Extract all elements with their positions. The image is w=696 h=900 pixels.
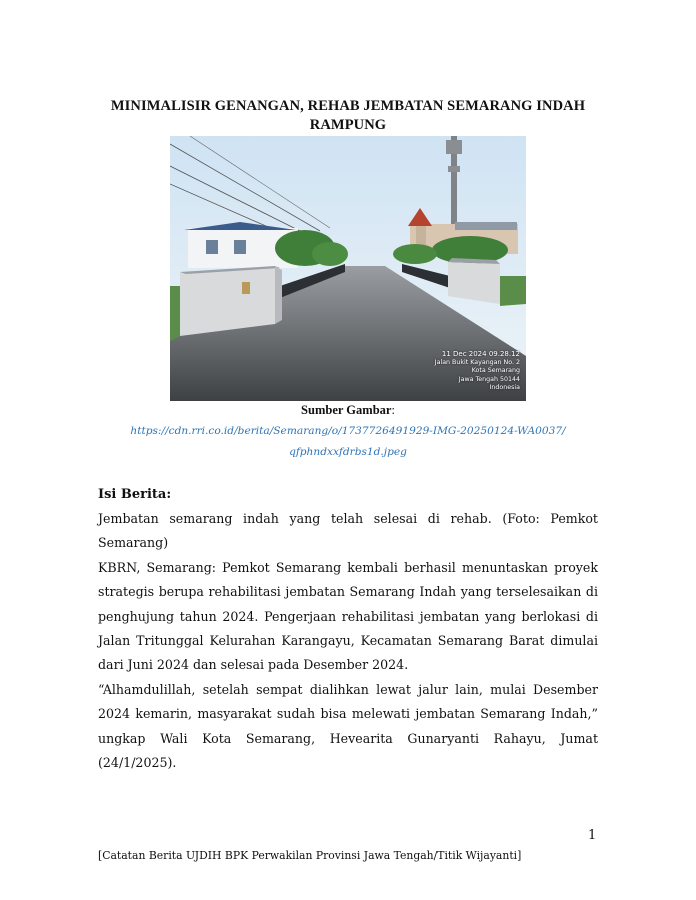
body-line: “Alhamdulillah, setelah sempat dialihkan lewat jalur lain, mulai Desember — [98, 681, 598, 697]
image-source-label: Sumber Gambar — [301, 403, 392, 417]
body-line: (24/1/2025). — [98, 754, 177, 770]
body-line: KBRN, Semarang: Pemkot Semarang kembali berhasil menuntaskan proyek — [98, 559, 598, 575]
source-link-line-2[interactable]: qfphndxxfdrbs1d.jpeg — [289, 446, 407, 458]
body-line: dari Juni 2024 dan selesai pada Desember 2024. — [98, 657, 409, 673]
page-footer: [Catatan Berita UJDIH BPK Perwakilan Provinsi Jawa Tengah/Titik Wijayanti] — [98, 849, 522, 862]
body-line: Jalan Tritunggal Kelurahan Karangayu, Kecamatan Semarang Barat dimulai — [98, 632, 598, 648]
photo-timestamp-overlay: 11 Dec 2024 09.28.12 Jalan Bukit Kayangan No. 2 Kota Semarang Jawa Tengah 50144 Indonesia — [434, 350, 520, 392]
body-line: ungkap Wali Kota Semarang, Hevearita Gunaryanti Rahayu, Jumat — [98, 730, 598, 746]
bridge-photo — [170, 136, 526, 401]
image-source-caption: Sumber Gambar: — [301, 403, 395, 417]
article-title — [98, 97, 598, 135]
page-number: 1 — [588, 828, 597, 843]
body-line: 2024 kemarin, masyarakat sudah bisa melewati jembatan Semarang Indah,” — [98, 706, 598, 722]
image-source-link[interactable] — [98, 421, 598, 463]
source-link-line-1[interactable]: https://cdn.rri.co.id/berita/Semarang/o/1737726491929-IMG-20250124-WA0037/ — [130, 425, 566, 437]
body-line: Jembatan semarang indah yang telah selesai di rehab. (Foto: Pemkot — [98, 511, 598, 526]
title-line-1: MINIMALISIR GENANGAN, REHAB JEMBATAN SEMARANG INDAH — [110, 98, 586, 114]
article-body — [98, 507, 598, 775]
body-line: penghujung tahun 2024. Pengerjaan rehabilitasi jembatan yang berlokasi di — [98, 608, 598, 624]
title-line-2: RAMPUNG — [309, 117, 387, 133]
body-line: Semarang) — [98, 535, 169, 551]
section-heading: Isi Berita: — [98, 487, 172, 502]
body-line: strategis berupa rehabilitasi jembatan Semarang Indah yang terselesaikan di — [98, 584, 598, 600]
